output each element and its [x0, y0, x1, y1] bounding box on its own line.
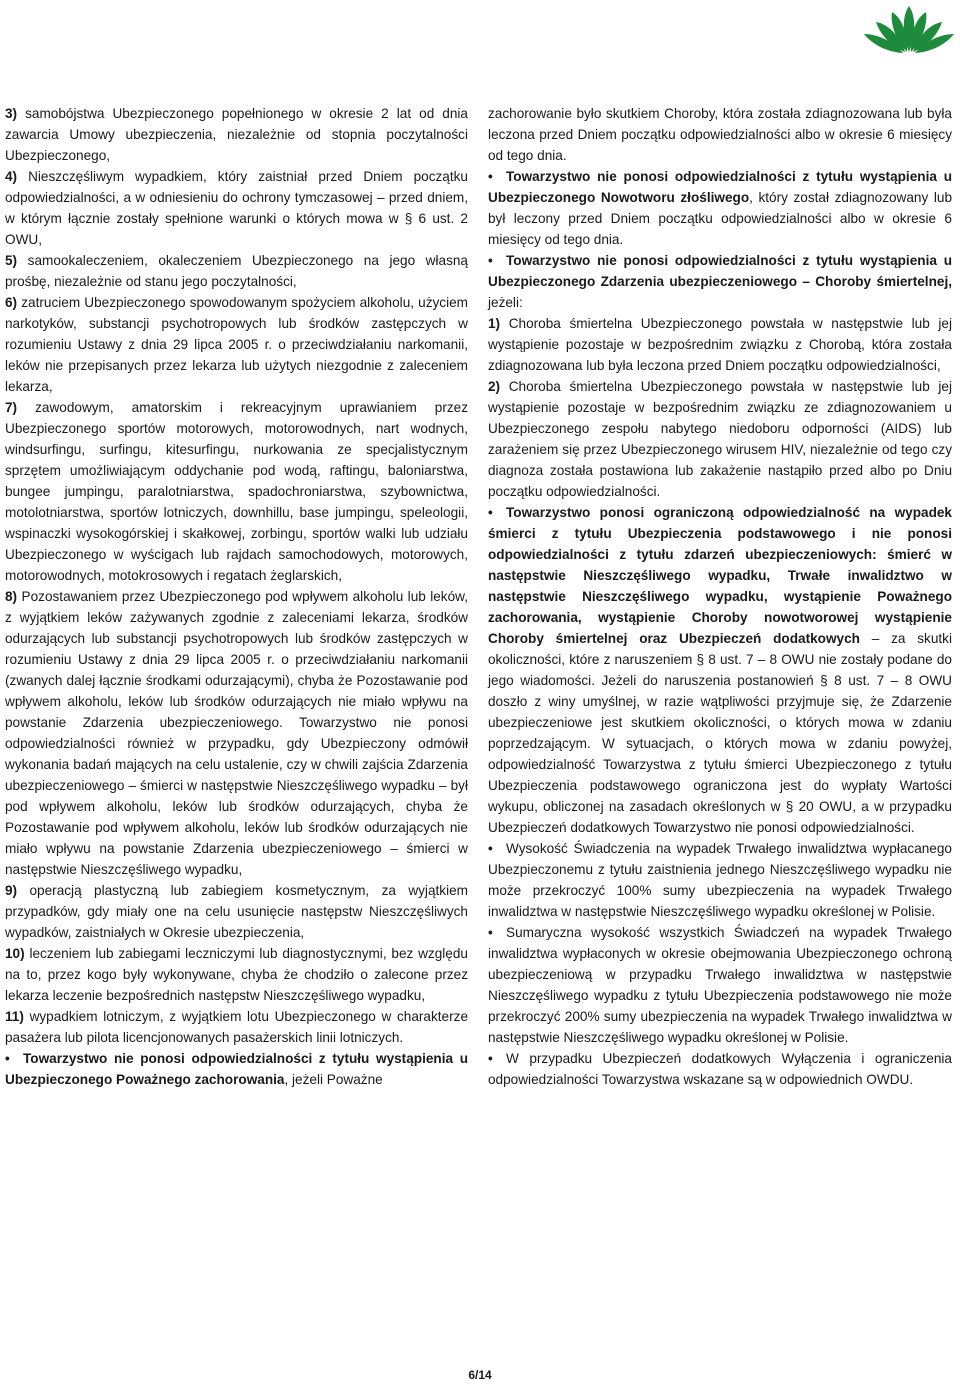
- bullet-text: Sumaryczna wysokość wszystkich Świadczeń na wypadek Trwałego inwalidztwa wypłaconych w okresie obejmowania Ubezpieczonego ochroną ubezpieczeniową w przypadku Trwałego inwalidztwa w następstwie Nieszczęśliwego wypadku z tytułu Ubezpieczenia podstawowego nie może przekroczyć 200% sumy ubezpieczenia na wypadek Trwałego inwalidztwa w następstwie Nieszczęśliwego wypadku określonej w Polisie.: [488, 925, 952, 1045]
- bullet-marker: •: [488, 505, 493, 520]
- bullet-text: W przypadku Ubezpieczeń dodatkowych Wyłączenia i ograniczenia odpowiedzialności Towarzystwa wskazane są w odpowiednich OWDU.: [488, 1051, 952, 1087]
- bullet-text: – za skutki okoliczności, które z naruszeniem § 8 ust. 7 – 8 OWU nie zostały podane do jego wiadomości. Jeżeli do naruszenia postanowień § 8 ust. 7 – 8 OWU doszło z winy umyślnej, w razie wątpliwości przyjmuje się, że Zdarzenie ubezpieczeniowe jest skutkiem okoliczności, o których mowa w zdaniu poprzedzającym. W sytuacjach, o których mowa w zdaniu powyżej, odpowiedzialność Towarzystwa z tytułu śmierci Ubezpieczonego z tytułu Ubezpieczenia podstawowego ograniczona jest do wypłaty Wartości wykupu, obliczonej na zasadach określonych w § 20 OWU, a w przypadku Ubezpieczeń dodatkowych Towarzystwo nie ponosi odpowiedzialności.: [488, 631, 952, 835]
- item-text: samobójstwa Ubezpieczonego popełnionego w okresie 2 lat od dnia zawarcia Umowy ubezpieczenia, niezależnie od stopnia poczytalności Ubezpieczonego,: [5, 106, 468, 163]
- exclusion-item-3: [5, 103, 468, 166]
- item-number: 9): [5, 883, 18, 898]
- bullet-limited-liability: [488, 502, 952, 838]
- item-text: Nieszczęśliwym wypadkiem, który zaistniał przed Dniem początku odpowiedzialności, a w odniesieniu do ochrony tymczasowej – przed dniem, w którym łącznie zostały spełnione warunki o których mowa w § 6 ust. 2 OWU,: [5, 169, 468, 247]
- item-text: samookaleczeniem, okaleczeniem Ubezpieczonego na jego własną prośbę, niezależnie od stanu jego poczytalności,: [5, 253, 468, 289]
- bullet-disability-sum-cap: [488, 922, 952, 1048]
- item-text: Pozostawaniem przez Ubezpieczonego pod wpływem alkoholu lub leków, z wyjątkiem leków zażywanych zgodnie z zaleceniami lekarza, środków odurzających lub substancji psychotropowych lub środków zastępczych w rozumieniu Ustawy z dnia 29 lipca 2005 r. o przeciwdziałaniu narkomanii (zwanych dalej łącznie środkami odurzającymi), chyba że Pozostawanie pod wpływem alkoholu, leków lub środków odurzających nie miało wpływu na powstanie Zdarzenia ubezpieczeniowego. Towarzystwo nie ponosi odpowiedzialności również w przypadku, gdy Ubezpieczony odmówił wykonania badań mających na celu ustalenie, czy w chwili zajścia Zdarzenia ubezpieczeniowego – śmierci w następstwie Nieszczęśliwego wypadku – był pod wpływem alkoholu, leków lub środków odurzających, chyba że Pozostawanie pod wpływem alkoholu, leków lub środków odurzających nie miało wpływu na powstanie Zdarzenia ubezpieczeniowego – śmierci w następstwie Nieszczęśliwego wypadku,: [5, 589, 469, 877]
- continuation-text: zachorowanie było skutkiem Choroby, która została zdiagnozowana lub była leczona przed Dniem początku odpowiedzialności albo w okresie 6 miesięcy od tego dnia.: [488, 106, 952, 163]
- left-column: [5, 103, 468, 1090]
- item-text: zatruciem Ubezpieczonego spowodowanym spożyciem alkoholu, użyciem narkotyków, substancji psychotropowych lub środków zastępczych w rozumieniu Ustawy z dnia 29 lipca 2005 r. o przeciwdziałaniu narkomanii, leków nie przepisanych przez lekarza lub użytych niezgodnie z zaleceniem lekarza,: [5, 295, 469, 394]
- item-number: 10): [5, 946, 25, 961]
- bullet-marker: •: [488, 169, 493, 184]
- item-number: 6): [5, 295, 18, 310]
- exclusion-item-10: [5, 943, 468, 1006]
- item-text: Choroba śmiertelna Ubezpieczonego powstała w następstwie lub jej wystąpienie pozostaje w bezpośrednim związku z Chorobą, która została zdiagnozowana lub była leczona przed Dniem początku odpowiedzialności,: [488, 316, 952, 373]
- item-text: operacją plastyczną lub zabiegiem kosmetycznym, za wyjątkiem przypadków, gdy miały one na celu usunięcie następstw Nieszczęśliwych wypadków, zaistniałych w Okresie ubezpieczenia,: [5, 883, 468, 940]
- bullet-terminal-illness: [488, 250, 952, 313]
- bullet-bold-text: Towarzystwo nie ponosi odpowiedzialności z tytułu wystąpienia u Ubezpieczonego Nowotworu złośliwego: [488, 169, 952, 205]
- bullet-cancer: [488, 166, 952, 250]
- item-number: 3): [5, 106, 18, 121]
- item-text: leczeniem lub zabiegami leczniczymi lub diagnostycznymi, bez względu na to, przez kogo były wykonywane, chyba że chodziło o zalecone przez lekarza leczenie bezpośrednich następstw Nieszczęśliwego wypadku,: [5, 946, 468, 1003]
- item-text: wypadkiem lotniczym, z wyjątkiem lotu Ubezpieczonego w charakterze pasażera lub pilota licencjonowanych pasażerskich linii lotniczych.: [5, 1009, 469, 1045]
- exclusion-item-8: [5, 586, 468, 880]
- bullet-marker: •: [488, 1051, 493, 1066]
- bullet-bold-text: Towarzystwo nie ponosi odpowiedzialności z tytułu wystąpienia u Ubezpieczonego Zdarzenia ubezpieczeniowego – Choroby śmiertelnej,: [488, 253, 952, 289]
- bullet-bold-text: Towarzystwo nie ponosi odpowiedzialności z tytułu wystąpienia u Ubezpieczonego Poważnego zachorowania: [5, 1051, 468, 1087]
- bullet-text: jeżeli:: [488, 295, 523, 310]
- bullet-marker: •: [488, 925, 493, 940]
- exclusion-item-11: [5, 1006, 468, 1048]
- terminal-item-2: [488, 376, 952, 502]
- item-number: 4): [5, 169, 18, 184]
- exclusion-item-7: [5, 397, 468, 586]
- bullet-marker: •: [488, 841, 493, 856]
- item-number: 5): [5, 253, 18, 268]
- item-number: 7): [5, 400, 18, 415]
- bullet-marker: •: [488, 253, 493, 268]
- leaf-fan-logo: [862, 4, 956, 54]
- bullet-marker: •: [5, 1051, 10, 1066]
- terminal-item-1: [488, 313, 952, 376]
- bullet-serious-illness: [5, 1048, 468, 1090]
- bullet-disability-cap: [488, 838, 952, 922]
- exclusion-item-9: [5, 880, 468, 943]
- bullet-riders: [488, 1048, 952, 1090]
- exclusion-item-6: [5, 292, 468, 397]
- page-number: 6/14: [468, 1368, 492, 1382]
- item-number: 1): [488, 316, 501, 331]
- bullet-bold-text: Towarzystwo ponosi ograniczoną odpowiedzialność na wypadek śmierci z tytułu Ubezpieczenia podstawowego i nie ponosi odpowiedzialności z tytułu zdarzeń ubezpieczeniowych: śmierć w następstwie Nieszczęśliwego wypadku, Trwałe inwalidztwo w następstwie Nieszczęśliwego wypadku, wystąpienie Poważnego zachorowania, wystąpienie Choroby nowotworowej wystąpienie Choroby śmiertelnej oraz Ubezpieczeń dodatkowych: [488, 505, 952, 646]
- bullet-text: Wysokość Świadczenia na wypadek Trwałego inwalidztwa wypłacanego Ubezpieczonemu z tytułu zaistnienia jednego Nieszczęśliwego wypadku nie może przekroczyć 100% sumy ubezpieczenia na wypadek Trwałego inwalidztwa w następstwie Nieszczęśliwego wypadku określonej w Polisie.: [488, 841, 952, 919]
- exclusion-item-4: [5, 166, 468, 250]
- right-column: [488, 103, 952, 1090]
- item-text: Choroba śmiertelna Ubezpieczonego powstała w następstwie lub jej wystąpienie pozostaje w bezpośrednim związku ze zdiagnozowaniem u Ubezpieczonego zespołu nabytego niedoboru odporności (AIDS) lub zarażeniem się przez Ubezpieczonego wirusem HIV, niezależnie od tego czy diagnoza została postawiona lub zakażenie nastąpiło przed albo po Dniu początku odpowiedzialności.: [488, 379, 952, 499]
- bullet-text: , jeżeli Poważne: [284, 1072, 383, 1087]
- item-number: 11): [5, 1009, 24, 1024]
- item-text: zawodowym, amatorskim i rekreacyjnym uprawianiem przez Ubezpieczonego sportów motorowych, motorowodnych, nart wodnych, windsurfingu, surfingu, kitesurfingu, nurkowania ze specjalistycznym sprzętem umożliwiającym oddychanie pod wodą, raftingu, baloniarstwa, bungee jumpingu, paralotniarstwa, spadochroniarstwa, szybownictwa, motolotniarstwa, sportów lotniczych, downhillu, base jumpingu, speleologii, wspinaczki wysokogórskiej i skałkowej, zorbingu, sportów walki lub udziału Ubezpieczonego w wyścigach lub rajdach samochodowych, motorowych, motorowodnych, motokrosowych i regatach żeglarskich,: [5, 400, 469, 583]
- item-number: 8): [5, 589, 18, 604]
- bullet-text: , który został zdiagnozowany lub był leczony przed Dniem początku odpowiedzialności albo w okresie 6 miesięcy od tego dnia.: [488, 190, 953, 247]
- item-number: 2): [488, 379, 501, 394]
- exclusion-item-5: [5, 250, 468, 292]
